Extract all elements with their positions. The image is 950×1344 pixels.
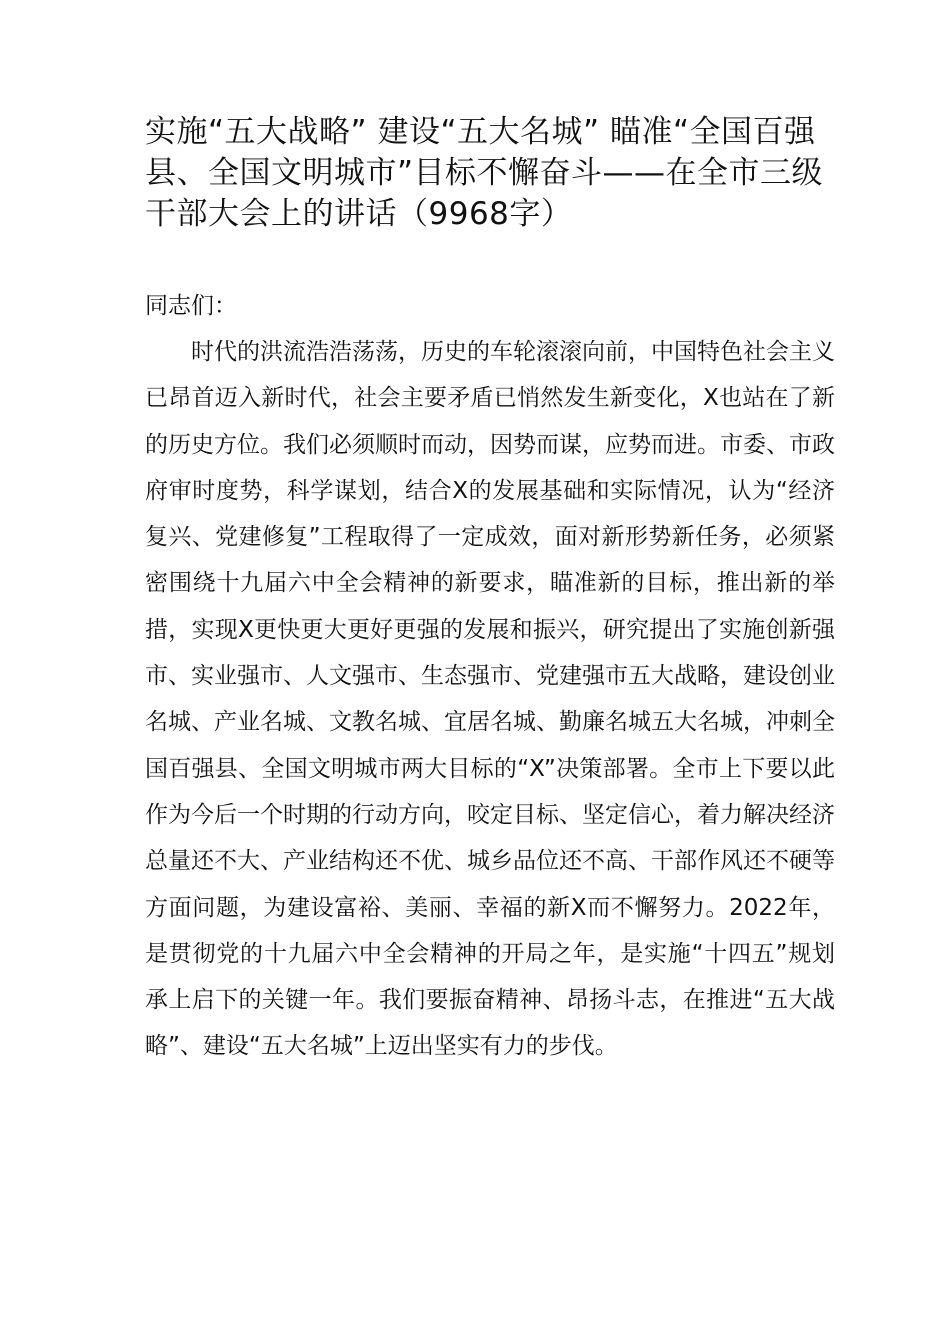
document-title: 实施“五大战略” 建设“五大名城” 瞄准“全国百强县、全国文明城市”目标不懈奋斗——在全市三级干部大会上的讲话（9968字） <box>145 114 824 232</box>
salutation: 同志们： <box>145 293 237 319</box>
body-paragraph: 时代的洪流浩浩荡荡，历史的车轮滚滚向前，中国特色社会主义已昂首迈入新时代，社会主要矛盾已悄然发生新变化，X也站在了新的历史方位。我们必须顺时而动，因势而谋，应势而进。市委、市政府审时度势，科学谋划，结合X的发展基础和实际情况，认为“经济复兴、党建修复”工程取得了一定成效，面对新形势新任务，必须紧密围绕十九届六中全会精神的新要求，瞄准新的目标，推出新的举措，实现X更快更大更好更强的发展和振兴，研究提出了实施创新强市、实业强市、人文强市、生态强市、党建强市五大战略，建设创业名城、产业名城、文教名城、宜居名城、勤廉名城五大名城，冲刺全国百强县、全国文明城市两大目标的“X”决策部署。全市上下要以此作为今后一个时期的行动方向，咬定目标、坚定信心，着力解决经济总量还不大、产业结构还不优、城乡品位还不高、干部作风还不硬等方面问题，为建设富裕、美丽、幸福的新X而不懈努力。2022年，是贯彻党的十九届六中全会精神的开局之年，是实施“十四五”规划承上启下的关键一年。我们要振奋精神、昂扬斗志，在推进“五大战略”、建设“五大名城”上迈出坚实有力的步伐。 <box>145 339 835 1060</box>
document-page <box>145 112 835 1070</box>
